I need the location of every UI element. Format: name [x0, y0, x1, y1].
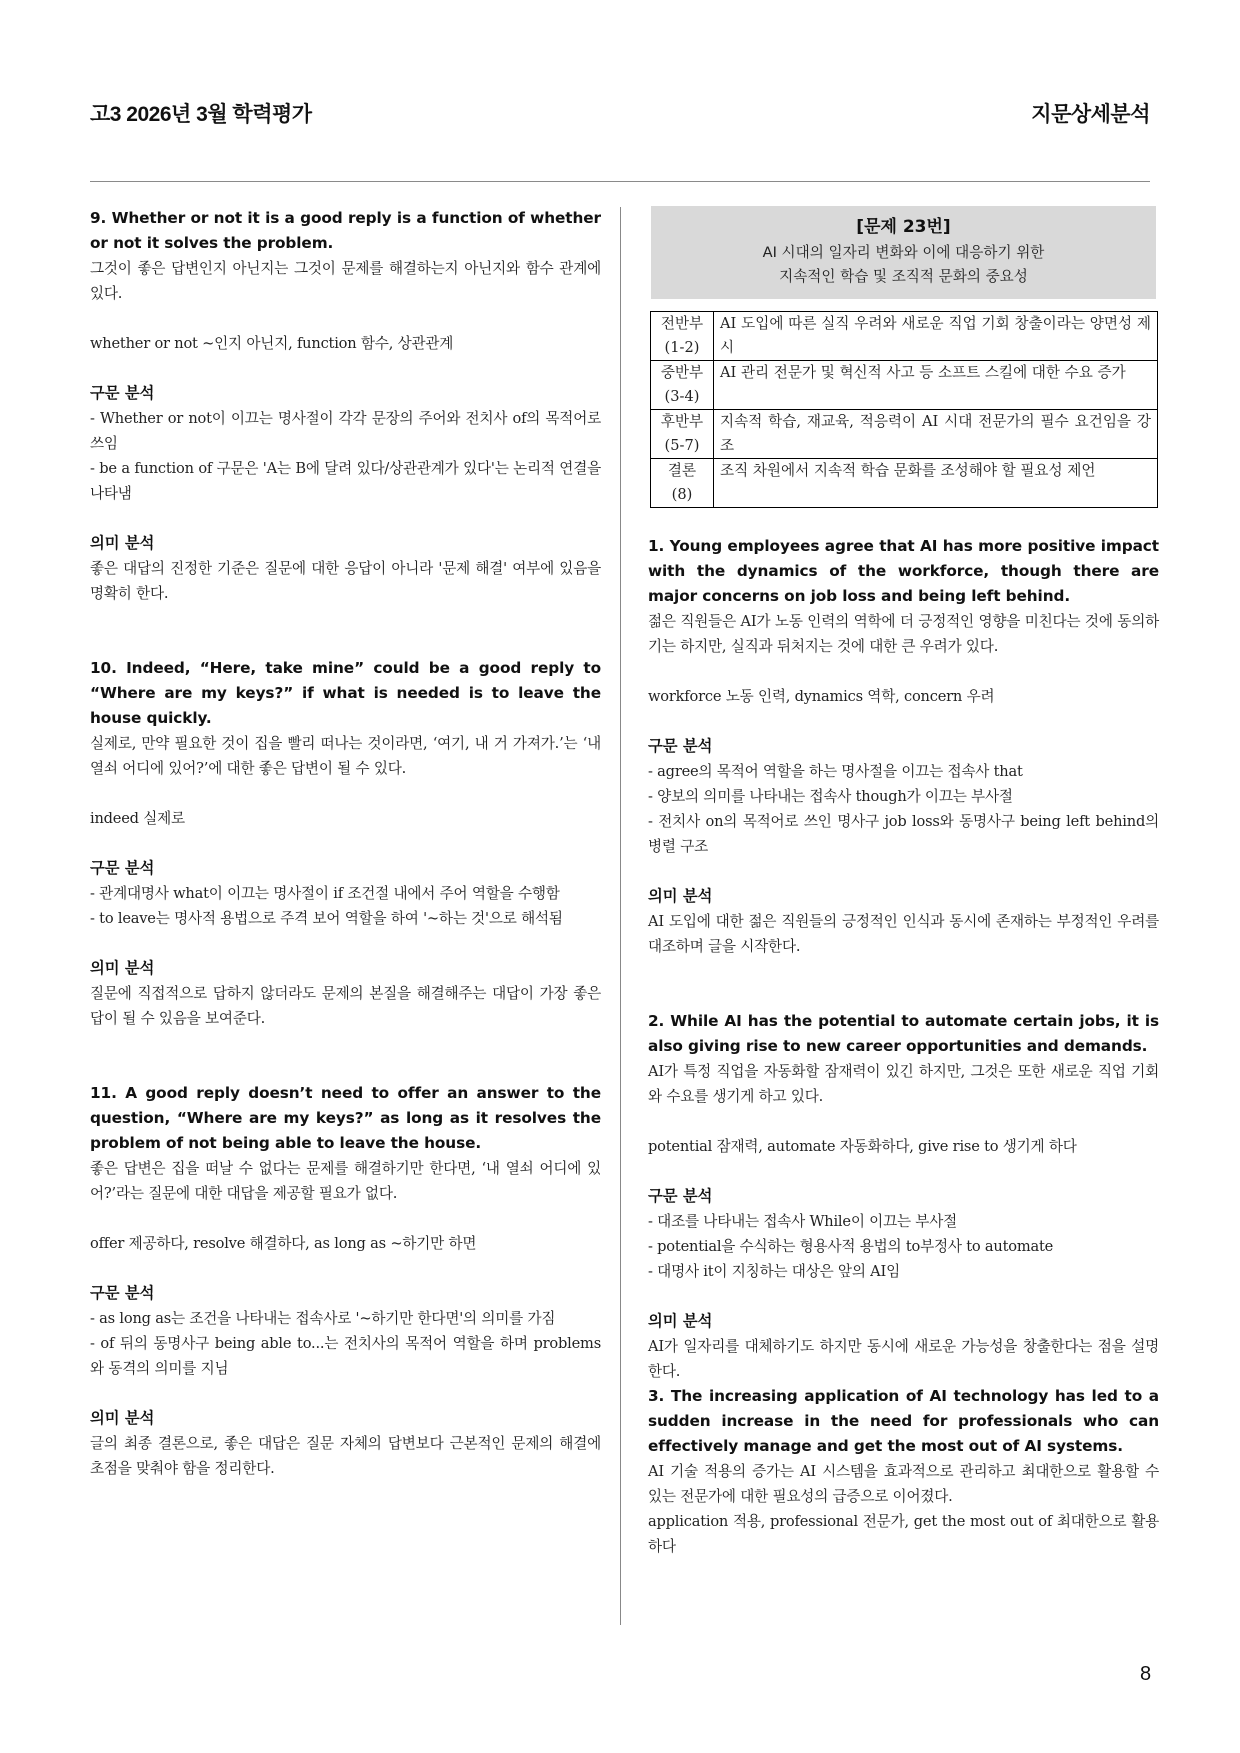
- english-sentence: 2. While AI has the potential to automate certain jobs, it is also giving rise to new career opportunities and demands.: [648, 1012, 1159, 1055]
- section-range: (5-7): [664, 437, 700, 454]
- syntax-analysis-heading: 구문 분석: [90, 384, 155, 402]
- vocabulary-note: workforce 노동 인력, dynamics 역학, concern 우려: [648, 688, 995, 705]
- section-description: 조직 차원에서 지속적 학습 문화를 조성해야 할 필요성 제언: [714, 459, 1158, 508]
- syntax-point: - as long as는 조건을 나타내는 접속사로 '~하기만 한다면'의 의미를 가짐: [90, 1310, 556, 1327]
- sentence-block-1: [648, 534, 1159, 959]
- section-description: AI 관리 전문가 및 혁신적 사고 등 소프트 스킬에 대한 수요 증가: [714, 361, 1158, 410]
- meaning-text: AI 도입에 대한 젊은 직원들의 긍정적인 인식과 동시에 존재하는 부정적인 우려를 대조하며 글을 시작한다.: [648, 913, 1159, 955]
- syntax-point: - potential을 수식하는 형용사적 용법의 to부정사 to automate: [648, 1238, 1054, 1255]
- english-sentence: 1. Young employees agree that AI has more positive impact with the dynamics of the workforce, though there are major concerns on job loss and being left behind.: [648, 537, 1159, 605]
- korean-translation: 좋은 답변은 집을 떠날 수 없다는 문제를 해결하기만 한다면, ‘내 열쇠 어디에 있어?’라는 질문에 대한 대답을 제공할 필요가 없다.: [90, 1160, 601, 1202]
- sentence-block-11: [90, 1081, 601, 1481]
- section-description: AI 도입에 따른 실직 우려와 새로운 직업 기회 창출이라는 양면성 제시: [714, 312, 1158, 361]
- syntax-point: - agree의 목적어 역할을 하는 명사절을 이끄는 접속사 that: [648, 763, 1023, 780]
- left-column: [90, 206, 601, 1481]
- meaning-text: 좋은 대답의 진정한 기준은 질문에 대한 응답이 아니라 '문제 해결' 여부에 있음을 명확히 한다.: [90, 560, 601, 602]
- vocabulary-note: potential 잠재력, automate 자동화하다, give rise to 생기게 하다: [648, 1138, 1077, 1155]
- syntax-point: - 관계대명사 what이 이끄는 명사절이 if 조건절 내에서 주어 역할을 수행함: [90, 885, 560, 902]
- problem-topic-line2: 지속적인 학습 및 조직적 문화의 중요성: [779, 268, 1028, 285]
- problem-number: [문제 23번]: [856, 217, 951, 237]
- syntax-point: - 양보의 의미를 나타내는 접속사 though가 이끄는 부사절: [648, 788, 1013, 805]
- table-row: [651, 361, 1158, 410]
- section-label: 전반부: [660, 315, 704, 332]
- meaning-text: 글의 최종 결론으로, 좋은 대답은 질문 자체의 답변보다 근본적인 문제의 해결에 초점을 맞춰야 함을 정리한다.: [90, 1435, 601, 1477]
- meaning-text: 질문에 직접적으로 답하지 않더라도 문제의 본질을 해결해주는 대답이 가장 좋은 답이 될 수 있음을 보여준다.: [90, 985, 601, 1027]
- english-sentence: 9. Whether or not it is a good reply is a function of whether or not it solves the problem.: [90, 209, 601, 252]
- english-sentence: 11. A good reply doesn’t need to offer an answer to the question, “Where are my keys?” as long as it resolves the problem of not being able to leave the house.: [90, 1084, 601, 1152]
- section-label: 중반부: [660, 364, 704, 381]
- syntax-analysis-heading: 구문 분석: [648, 737, 713, 755]
- english-sentence: 3. The increasing application of AI technology has led to a sudden increase in the need for professionals who can effectively manage and get the most out of AI systems.: [648, 1387, 1159, 1455]
- exam-title: 고3 2026년 3월 학력평가: [90, 103, 312, 126]
- syntax-point: - be a function of 구문은 'A는 B에 달려 있다/상관관계가 있다'는 논리적 연결을 나타냄: [90, 460, 601, 502]
- section-description: 지속적 학습, 재교육, 적응력이 AI 시대 전문가의 필수 요건임을 강조: [714, 410, 1158, 459]
- korean-translation: 젊은 직원들은 AI가 노동 인력의 역학에 더 긍정적인 영향을 미친다는 것에 동의하기는 하지만, 실직과 뒤처지는 것에 대한 큰 우려가 있다.: [648, 613, 1159, 655]
- syntax-analysis-heading: 구문 분석: [648, 1187, 713, 1205]
- syntax-analysis-heading: 구문 분석: [90, 859, 155, 877]
- meaning-analysis-heading: 의미 분석: [90, 959, 155, 977]
- vocabulary-note: application 적용, professional 전문가, get the most out of 최대한으로 활용하다: [648, 1513, 1159, 1555]
- header-divider: [90, 181, 1150, 182]
- korean-translation: AI 기술 적용의 증가는 AI 시스템을 효과적으로 관리하고 최대한으로 활용할 수 있는 전문가에 대한 필요성의 급증으로 이어졌다.: [648, 1463, 1159, 1505]
- section-label: 결론: [667, 462, 697, 479]
- meaning-analysis-heading: 의미 분석: [648, 1312, 713, 1330]
- page-number: 8: [1140, 1663, 1152, 1685]
- section-range: (1-2): [664, 339, 700, 356]
- vocabulary-note: whether or not ~인지 아닌지, function 함수, 상관관계: [90, 335, 454, 352]
- syntax-analysis-heading: 구문 분석: [90, 1284, 155, 1302]
- vocabulary-note: indeed 실제로: [90, 810, 185, 827]
- table-row: [651, 459, 1158, 508]
- meaning-analysis-heading: 의미 분석: [90, 1409, 155, 1427]
- vocabulary-note: offer 제공하다, resolve 해결하다, as long as ~하기만 하면: [90, 1235, 477, 1252]
- meaning-analysis-heading: 의미 분석: [648, 887, 713, 905]
- problem-title-box: [651, 206, 1156, 299]
- column-divider: [620, 207, 621, 1625]
- right-column: [648, 206, 1159, 1559]
- korean-translation: AI가 특정 직업을 자동화할 잠재력이 있긴 하지만, 그것은 또한 새로운 직업 기회와 수요를 생기게 하고 있다.: [648, 1063, 1159, 1105]
- sentence-block-9: [90, 206, 601, 606]
- syntax-point: - 대조를 나타내는 접속사 While이 이끄는 부사절: [648, 1213, 957, 1230]
- korean-translation: 실제로, 만약 필요한 것이 집을 빨리 떠나는 것이라면, ‘여기, 내 거 가져가.’는 ‘내 열쇠 어디에 있어?’에 대한 좋은 답변이 될 수 있다.: [90, 735, 601, 777]
- table-row: [651, 312, 1158, 361]
- syntax-point: - to leave는 명사적 용법으로 주격 보어 역할을 하여 '~하는 것'으로 해석됨: [90, 910, 563, 927]
- problem-topic-line1: AI 시대의 일자리 변화와 이에 대응하기 위한: [762, 244, 1045, 261]
- sentence-block-3: [648, 1384, 1159, 1559]
- meaning-text: AI가 일자리를 대체하기도 하지만 동시에 새로운 가능성을 창출한다는 점을 설명한다.: [648, 1338, 1159, 1380]
- english-sentence: 10. Indeed, “Here, take mine” could be a good reply to “Where are my keys?” if what is needed is to leave the house quickly.: [90, 659, 601, 727]
- section-label: 후반부: [660, 413, 704, 430]
- sentence-block-2: [648, 1009, 1159, 1384]
- korean-translation: 그것이 좋은 답변인지 아닌지는 그것이 문제를 해결하는지 아닌지와 함수 관계에 있다.: [90, 260, 601, 302]
- sentence-block-10: [90, 656, 601, 1031]
- syntax-point: - 대명사 it이 지칭하는 대상은 앞의 AI임: [648, 1263, 900, 1280]
- table-row: [651, 410, 1158, 459]
- syntax-point: - of 뒤의 동명사구 being able to...는 전치사의 목적어 역할을 하며 problems와 동격의 의미를 지님: [90, 1335, 601, 1377]
- section-range: (3-4): [664, 388, 700, 405]
- document-type-label: 지문상세분석: [1031, 103, 1150, 126]
- passage-structure-table: [650, 311, 1158, 508]
- meaning-analysis-heading: 의미 분석: [90, 534, 155, 552]
- syntax-point: - 전치사 on의 목적어로 쓰인 명사구 job loss와 동명사구 being left behind의 병렬 구조: [648, 813, 1159, 855]
- syntax-point: - Whether or not이 이끄는 명사절이 각각 문장의 주어와 전치사 of의 목적어로 쓰임: [90, 410, 601, 452]
- section-range: (8): [671, 486, 693, 503]
